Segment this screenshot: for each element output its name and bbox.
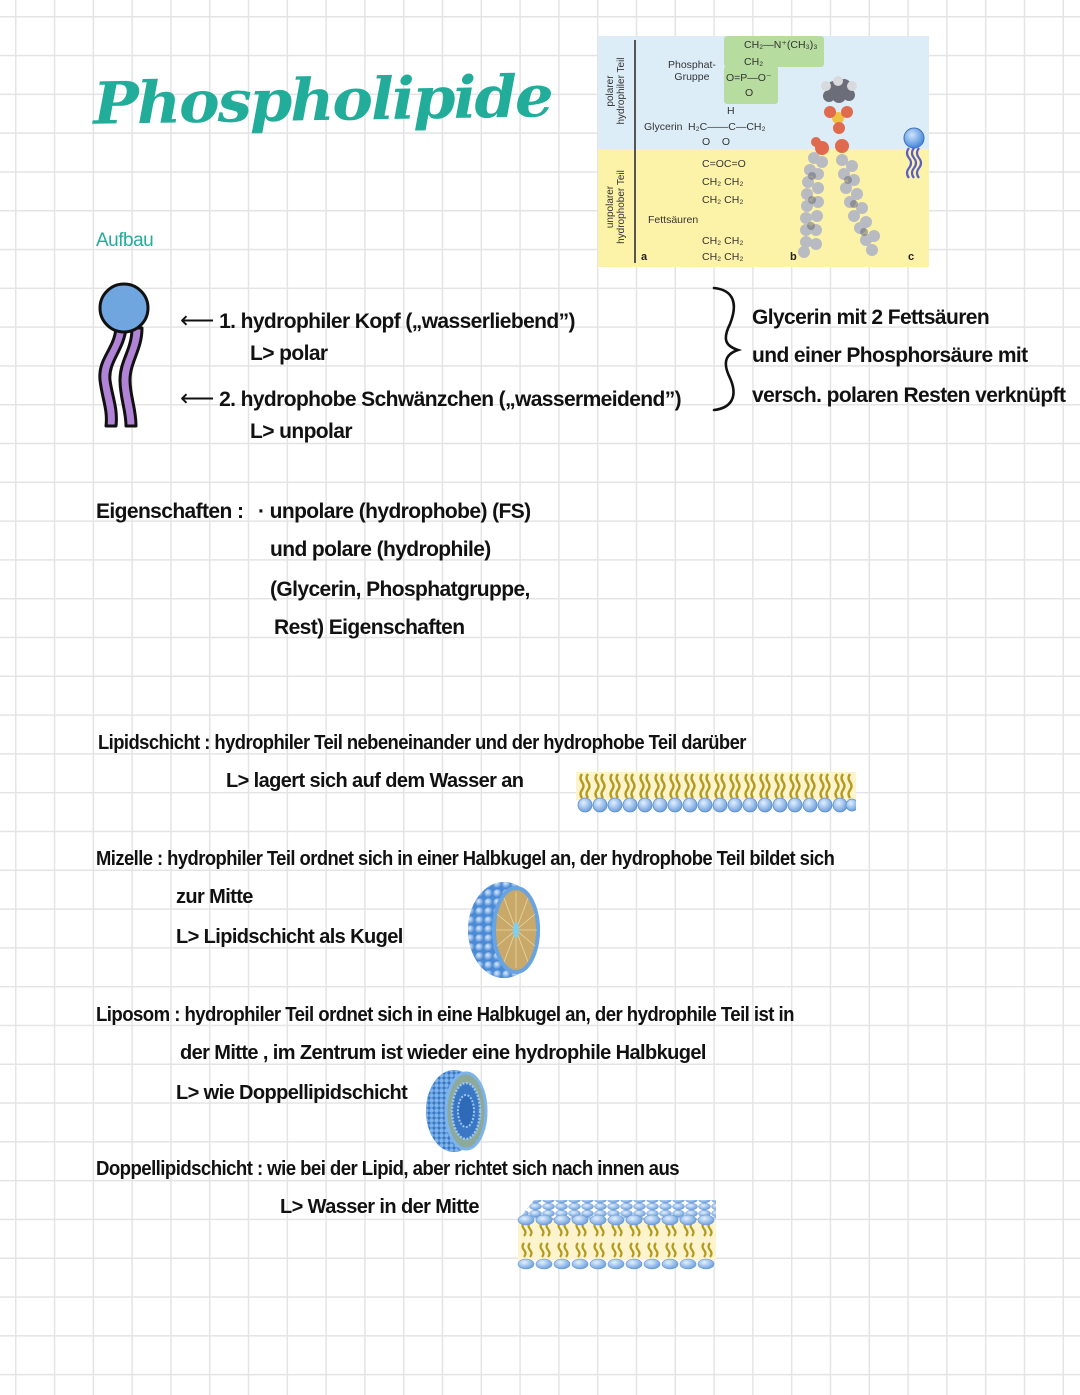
glycerin-backbone-formula: H₂C——C—CH₂ [688, 121, 766, 133]
liposome-icon [424, 1068, 490, 1154]
bilayer-definition: Doppellipidschicht : wie bei der Lipid, aber richtet sich nach innen aus [96, 1158, 680, 1180]
lipid-monolayer-icon [576, 770, 856, 814]
nonpolar-label-line1: unpolarer [605, 185, 616, 229]
lipid-bilayer-icon [516, 1196, 716, 1272]
liposome-definition: Liposom : hydrophiler Teil ordnet sich in eine Halbkugel an, der hydrophile Teil ist in [96, 1004, 794, 1026]
oxygen-link: O [745, 87, 754, 99]
lipid-layer-subnote: L> lagert sich auf dem Wasser an [226, 770, 524, 792]
space-filling-model-icon [794, 76, 889, 261]
micelle-definition: Mizelle : hydrophiler Teil ordnet sich in einer Halbkugel an, der hydrophobe Teil bildet sich [96, 848, 835, 870]
structure-item-1 [180, 306, 575, 335]
phospholipid-drawing-icon [94, 280, 156, 432]
properties-label: Eigenschaften : [96, 500, 244, 523]
panel-letter-b: b [790, 251, 797, 263]
properties-line4: Rest) Eigenschaften [274, 616, 465, 639]
panel-letter-a: a [641, 251, 648, 263]
structure-item-2 [180, 384, 681, 413]
brace-text-line1: Glycerin mit 2 Fettsäuren [752, 306, 990, 329]
polar-subnote: L> polar [250, 342, 328, 365]
micelle-subnote: L> Lipidschicht als Kugel [176, 926, 403, 948]
curly-brace-icon [708, 284, 744, 414]
left-arrow-icon: ⟵ [180, 385, 214, 412]
polar-region-label [605, 43, 627, 139]
hydrophobic-tail-text: 2. hydrophobe Schwänzchen („wassermeidend”) [219, 388, 682, 411]
polar-label-line2: hydrophiler Teil [616, 57, 627, 125]
brace-text-line3: versch. polaren Resten verknüpft [752, 384, 1066, 407]
panel-letter-c: c [908, 251, 915, 263]
section-heading-aufbau: Aufbau [96, 230, 154, 251]
glycerin-label: Glycerin [644, 121, 683, 133]
micelle-line2: zur Mitte [176, 886, 253, 908]
fatty-acid-row3: CH₂ CH₂ [702, 235, 744, 247]
brace-text-line2: und einer Phosphorsäure mit [752, 344, 1028, 367]
ester-oxygens: O O [702, 136, 731, 148]
fatty-acids-label: Fettsäuren [648, 214, 699, 226]
lipid-layer-definition: Lipidschicht : hydrophiler Teil nebeneinander und der hydrophobe Teil darüber [98, 732, 746, 754]
properties-line1: · unpolare (hydrophobe) (FS) [258, 500, 531, 523]
left-arrow-icon: ⟵ [180, 307, 214, 334]
figure-divider [634, 40, 636, 263]
phosphate-label-line1: Phosphat- [668, 59, 716, 71]
bilayer-subnote: L> Wasser in der Mitte [280, 1196, 479, 1218]
nonpolar-label-line2: hydrophober Teil [616, 170, 627, 244]
page-title: Phospholipide [92, 62, 553, 138]
liposome-subnote: L> wie Doppellipidschicht [176, 1082, 408, 1104]
phosphate-group-label [668, 59, 716, 83]
properties-line2: und polare (hydrophile) [270, 538, 491, 561]
choline-formula: CH₂—N⁺(CH₃)₃ [744, 39, 818, 51]
phospholipid-symbol-icon [900, 126, 928, 186]
fatty-acid-row2: CH₂ CH₂ [702, 194, 744, 206]
hydrophilic-head-text: 1. hydrophiler Kopf („wasserliebend”) [219, 310, 575, 333]
hydrogen-atom: H [727, 105, 735, 117]
fatty-acid-row1: CH₂ CH₂ [702, 176, 744, 188]
liposome-line2: der Mitte , im Zentrum ist wieder eine hydrophile Halbkugel [180, 1042, 706, 1064]
micelle-icon [466, 880, 546, 980]
unpolar-subnote: L> unpolar [250, 420, 352, 443]
properties-line3: (Glycerin, Phosphatgruppe, [270, 578, 530, 601]
ch2-formula: CH₂ [744, 56, 764, 68]
nonpolar-region-label [605, 155, 627, 259]
carbonyl-formula: C=OC=O [702, 158, 746, 170]
phosphate-label-line2: Gruppe [674, 71, 710, 83]
fatty-acid-row4: CH₂ CH₂ [702, 251, 744, 263]
phospholipid-structure-figure [598, 36, 929, 267]
polar-label-line1: polarer [605, 75, 616, 107]
phosphate-formula: O=P—O⁻ [726, 72, 772, 84]
